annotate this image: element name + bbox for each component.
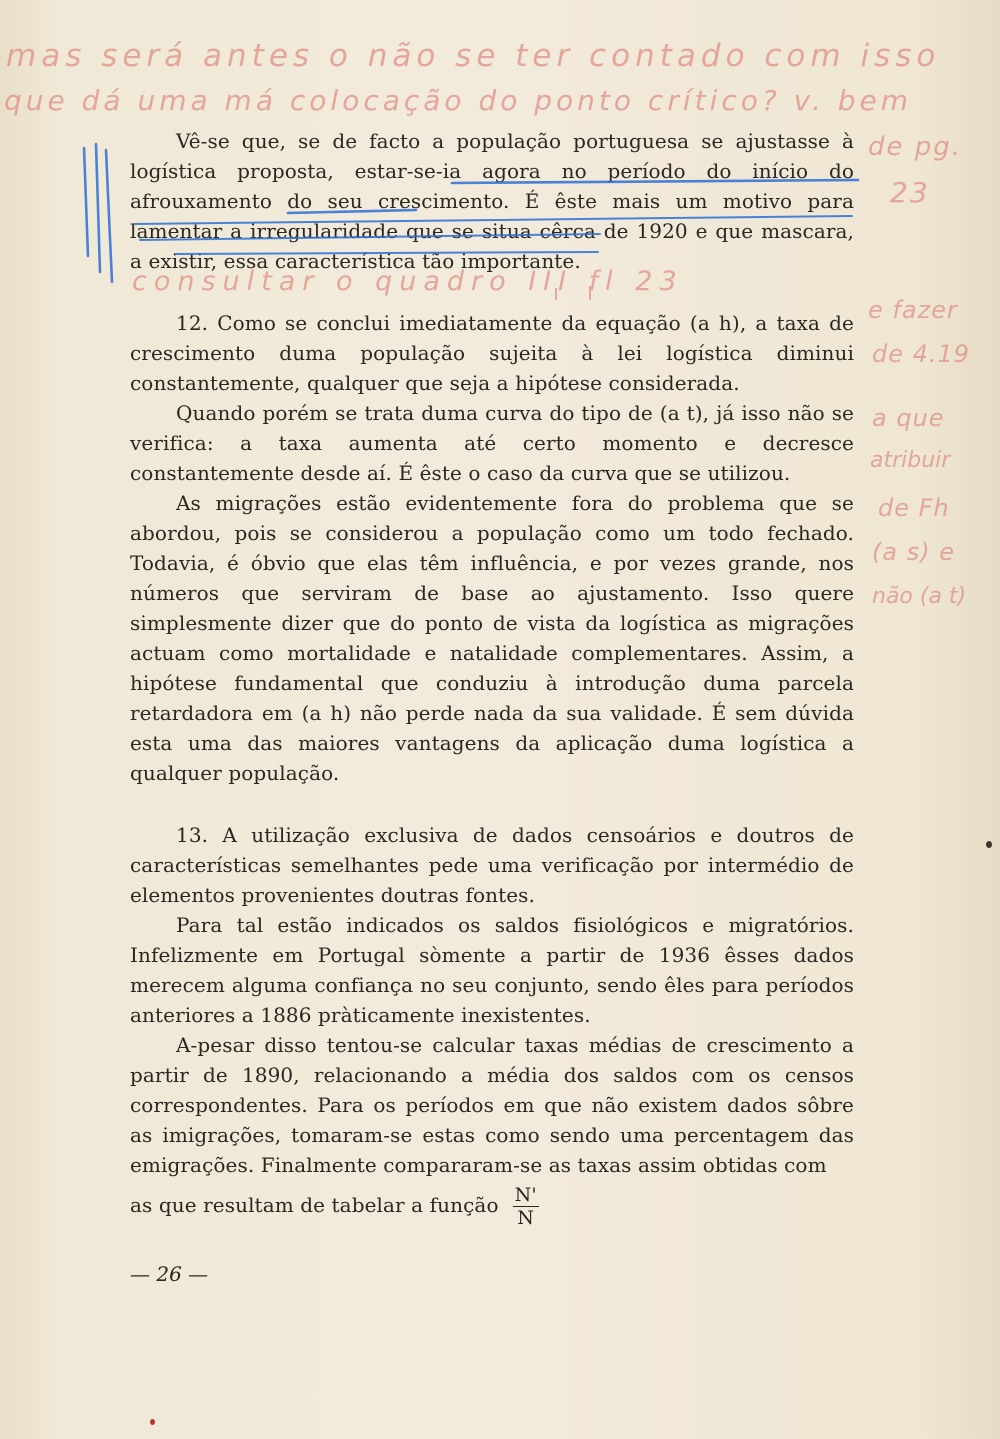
underline-line4 (134, 216, 852, 224)
page-number: — 26 — (130, 1262, 209, 1286)
function-sentence: as que resultam de tabelar a função (130, 1193, 499, 1217)
margin-bar-1 (84, 148, 88, 256)
margin-bar-2 (96, 144, 100, 272)
underline-line2 (452, 180, 858, 183)
paragraph-13-2: Para tal estão indicados os saldos fisiológicos e migratórios. Infelizmente em Portugal sòmente a partir de 1936 êsses dados merecem alguma confiança no seu conjunto, sendo êles para períodos anteriores a 1886 pràticamente inexistentes. (130, 913, 854, 1027)
ink-spot (150, 1419, 155, 1425)
fraction-denominator: N (517, 1207, 534, 1229)
fraction-numerator: N' (514, 1184, 537, 1206)
margin-note-3: e fazer (868, 296, 958, 324)
paragraph-12-3: As migrações estão evidentemente fora do problema que se abordou, pois se considerou a população como um todo fechado. Todavia, é óbvio que elas têm influência, e por vezes grande, nos números que serviram de base ao ajustamento. Isso quere simplesmente dizer que do ponto de vista da logística as migrações actuam como mortalidade e natalidade complementares. Assim, a hipótese fundamental que conduziu à introdução duma parcela retardadora em (a h) não perde nada da sua validade. É sem dúvida esta uma das maiores vantagens da aplicação duma logística a qualquer população. (130, 491, 854, 785)
handwritten-note-line2: que dá uma má colocação do ponto crítico? v. bem (4, 84, 913, 117)
ink-spot-margin (986, 841, 992, 848)
margin-note-4: de 4.19 (872, 340, 971, 368)
margin-note-8: (a s) e (872, 538, 955, 566)
margin-note-6: atribuir (870, 448, 951, 473)
margin-note-5: a que (872, 404, 945, 432)
underline-line4b (140, 234, 600, 240)
handwritten-note-line3: consultar o quadro III fl 23 (132, 266, 684, 297)
margin-note-1: de pg. (868, 132, 963, 162)
paragraph-13-1: 13. A utilização exclusiva de dados censoários e doutros de características semelhantes pede uma verificação por intermédio de elementos provenientes doutras fontes. (130, 823, 854, 907)
underline-line3 (288, 210, 416, 213)
paragraph-12-2: Quando porém se trata duma curva do tipo de (a t), já isso não se verifica: a taxa aumenta até certo momento e decresce constantemente desde aí. É êste o caso da curva que se utilizou. (130, 401, 854, 485)
paragraph-12-1: 12. Como se conclui imediatamente da equação (a h), a taxa de crescimento duma população sujeita à lei logística diminui constantemente, qualquer que seja a hipótese considerada. (130, 311, 854, 395)
margin-note-9: não (a t) (872, 584, 967, 609)
underline-line5 (176, 252, 598, 254)
margin-note-2: 23 (890, 176, 930, 209)
handwritten-note-line1: mas será antes o não se ter contado com isso (6, 38, 941, 74)
paragraph-13-3: A-pesar disso tentou-se calcular taxas médias de crescimento a partir de 1890, relacionando a média dos saldos com os censos correspondentes. Para os períodos em que não existem dados sôbre as imigrações, tomaram-se estas como sendo uma percentagem das emigrações. Finalmente compararam-se as taxas assim obtidas com (130, 1033, 854, 1177)
paragraph-logistic-adjustment: Vê-se que, se de facto a população portuguesa se ajustasse à logística proposta, estar-se-ia agora no período do início do afrouxamento do seu crescimento. É êste mais um motivo para lamentar a irregularidade que se situa cêrca de 1920 e que mascara, a existir, essa característica tão importante. (130, 129, 854, 273)
margin-note-7: de Fh (878, 494, 950, 522)
margin-bar-3 (106, 150, 112, 282)
